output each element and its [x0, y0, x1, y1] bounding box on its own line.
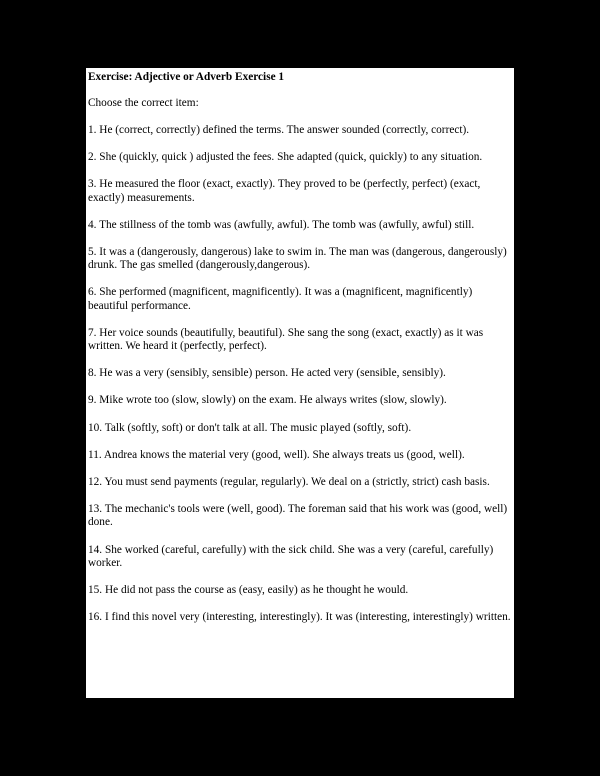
- exercise-item-8: 8. He was a very (sensibly, sensible) person. He acted very (sensible, sensibly).: [88, 367, 446, 380]
- document-title: Exercise: Adjective or Adverb Exercise 1: [88, 71, 285, 83]
- exercise-item-15: 15. He did not pass the course as (easy, easily) as he thought he would.: [88, 584, 409, 597]
- exercise-item-13: 13. The mechanic's tools were (well, good). The foreman said that his work was (good, well) done.: [88, 503, 508, 529]
- exercise-item-11: 11. Andrea knows the material very (good, well). She always treats us (good, well).: [88, 448, 465, 461]
- exercise-item-2: 2. She (quickly, quick ) adjusted the fees. She adapted (quick, quickly) to any situation.: [88, 151, 483, 164]
- exercise-item-4: 4. The stillness of the tomb was (awfully, awful). The tomb was (awfully, awful) still.: [88, 218, 475, 231]
- exercise-item-14: 14. She worked (careful, carefully) with the sick child. She was a very (careful, carefully) worker.: [88, 543, 494, 569]
- exercise-item-7: 7. Her voice sounds (beautifully, beautiful). She sang the song (exact, exactly) as it was written. We heard it (perfectly, perfect).: [88, 326, 484, 353]
- exercise-item-12: 12. You must send payments (regular, regularly). We deal on a (strictly, strict) cash basis.: [88, 476, 490, 489]
- exercise-item-9: 9. Mike wrote too (slow, slowly) on the exam. He always writes (slow, slowly).: [88, 394, 447, 407]
- exercise-item-16: 16. I find this novel very (interesting, interestingly). It was (interesting, interestingly) written.: [88, 611, 511, 624]
- exercise-item-1: 1. He (correct, correctly) defined the terms. The answer sounded (correctly, correct).: [88, 124, 470, 136]
- exercise-item-10: 10. Talk (softly, soft) or don't talk at all. The music played (softly, soft).: [88, 421, 412, 434]
- exercise-item-6: 6. She performed (magnificent, magnificently). It was a (magnificent, magnificently) beautiful performance.: [88, 286, 473, 312]
- exercise-item-5: 5. It was a (dangerously, dangerous) lake to swim in. The man was (dangerous, dangerously) drunk. The gas smelled (dangerously,dangerous).: [88, 246, 507, 272]
- exercise-item-3: 3. He measured the floor (exact, exactly). They proved to be (perfectly, perfect) (exact, exactly) measurements.: [88, 178, 481, 204]
- instruction-text: Choose the correct item:: [88, 97, 199, 109]
- document-page: [86, 68, 514, 698]
